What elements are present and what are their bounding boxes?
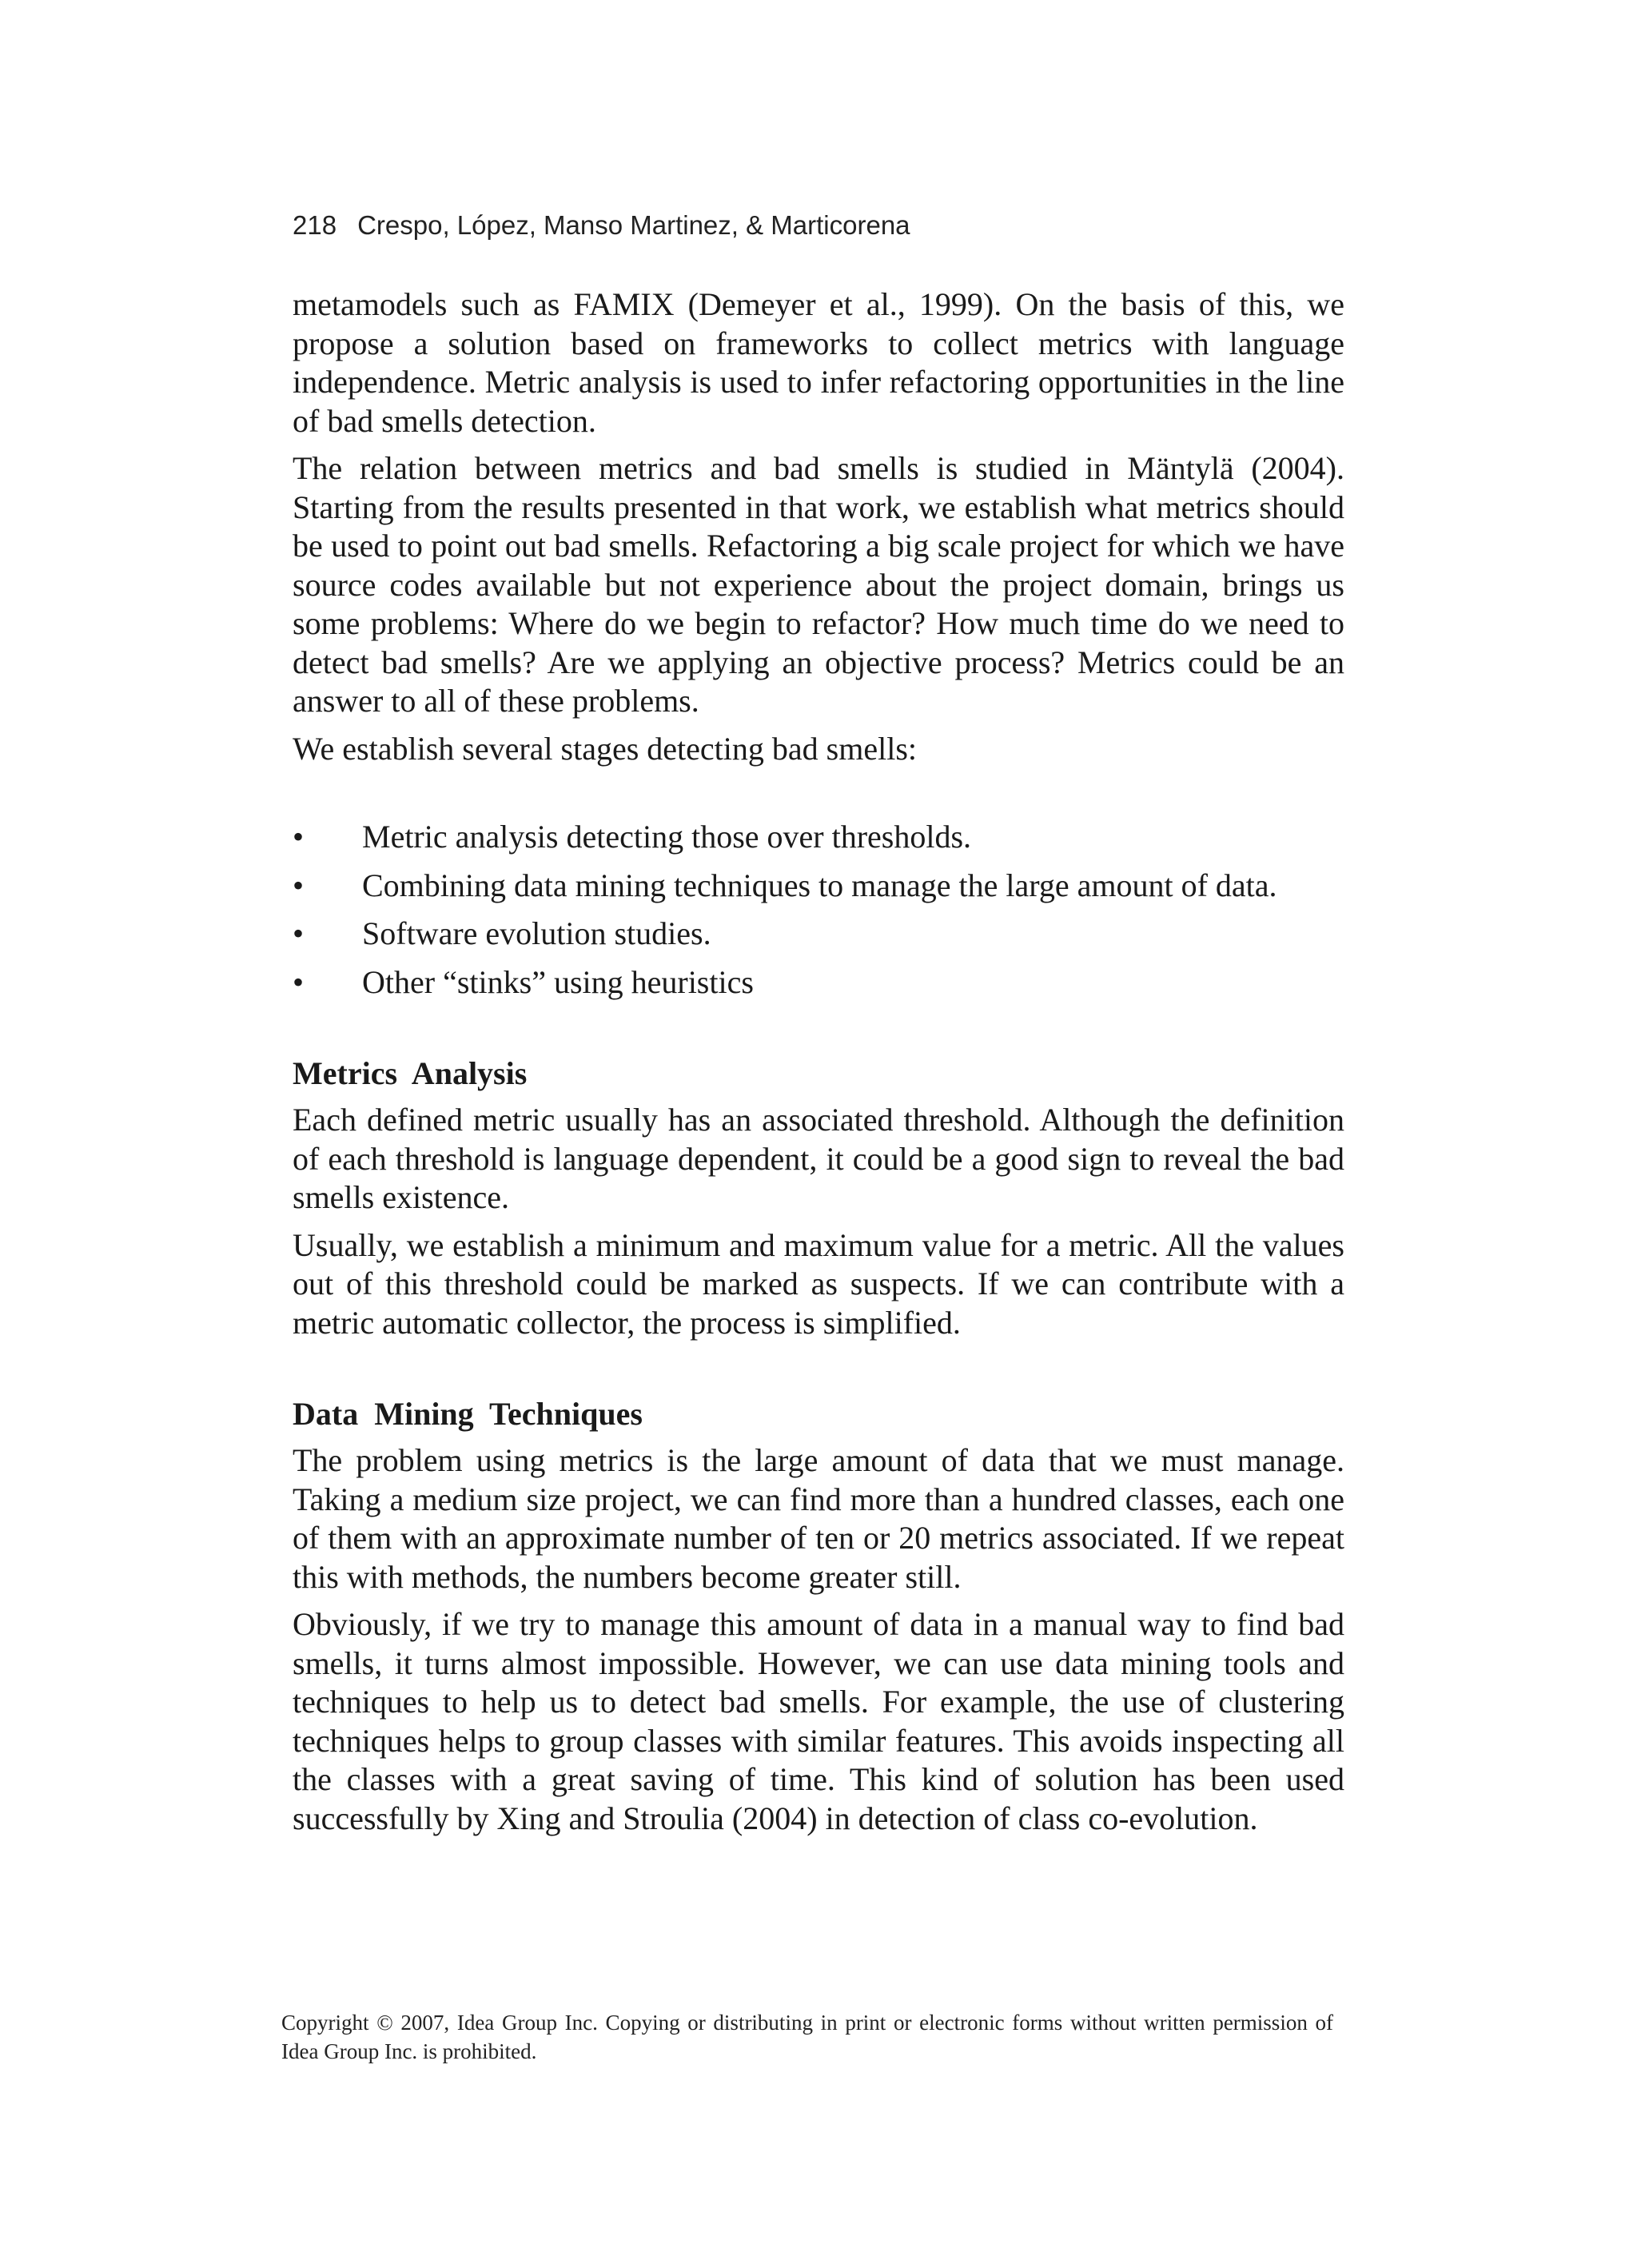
paragraph-datamining-2: Obviously, if we try to manage this amount of data in a manual way to find bad smells, it turns almost impossible. However, we can use data mining tools and techniques to help us to detect bad smells. For example, the use of clustering techniques helps to group classes with similar features. This avoids inspecting all the classes with a great saving of time. This kind of solution has been used successfully by Xing and Stroulia (2004) in detection of class co-evolution.	[293, 1606, 1344, 1836]
paragraph-intro-1: metamodels such as FAMIX (Demeyer et al., 1999). On the basis of this, we propose a solution based on frameworks to collect metrics with language independence. Metric analysis is used to infer refactoring opportunities in the line of bad smells detection.	[293, 286, 1344, 439]
list-item-text: Other “stinks” using heuristics	[362, 963, 754, 1000]
running-head-authors: Crespo, López, Manso Martinez, & Marticorena	[357, 210, 910, 240]
list-item-text: Software evolution studies.	[362, 915, 711, 951]
running-head	[293, 209, 910, 241]
paragraph-intro-2: The relation between metrics and bad smells is studied in Mäntylä (2004). Starting from the results presented in that work, we establish what metrics should be used to point out bad smells. Refactoring a big scale project for which we have source codes available but not experience about the project domain, brings us some problems: Where do we begin to refactor? How much time do we need to detect bad smells? Are we applying an objective process? Metrics could be an answer to all of these problems.	[293, 450, 1344, 719]
bullet-icon: •	[293, 867, 305, 903]
list-item-text: Combining data mining techniques to manage the large amount of data.	[362, 867, 1277, 903]
list-item	[293, 963, 1344, 1002]
list-item-text: Metric analysis detecting those over thresholds.	[362, 819, 972, 855]
copyright-notice: Copyright © 2007, Idea Group Inc. Copying or distributing in print or electronic forms without written permission of Idea Group Inc. is prohibited.	[281, 2011, 1333, 2063]
list-item	[293, 818, 1344, 857]
paragraph-stages-lead: We establish several stages detecting bad smells:	[293, 730, 917, 767]
body-text	[293, 285, 1344, 1847]
page-number: 218	[293, 210, 337, 240]
list-item	[293, 867, 1344, 906]
list-item	[293, 915, 1344, 954]
paragraph-metrics-2: Usually, we establish a minimum and maximum value for a metric. All the values out of this threshold could be marked as suspects. If we can contribute with a metric automatic collector, the process is simplified.	[293, 1226, 1344, 1341]
section-heading-metrics-analysis: Metrics Analysis	[293, 1055, 528, 1091]
bullet-icon: •	[293, 915, 305, 951]
section-heading-data-mining: Data Mining Techniques	[293, 1396, 643, 1432]
stages-bullet-list	[293, 818, 1344, 1002]
bullet-icon: •	[293, 819, 305, 855]
paragraph-datamining-1: The problem using metrics is the large amount of data that we must manage. Taking a medium size project, we can find more than a hundred classes, each one of them with an approximate number of ten or 20 metrics associated. If we repeat this with methods, the numbers become greater still.	[293, 1442, 1344, 1595]
bullet-icon: •	[293, 963, 305, 1000]
paragraph-metrics-1: Each defined metric usually has an associated threshold. Although the definition of each threshold is language dependent, it could be a good sign to reveal the bad smells existence.	[293, 1102, 1344, 1215]
